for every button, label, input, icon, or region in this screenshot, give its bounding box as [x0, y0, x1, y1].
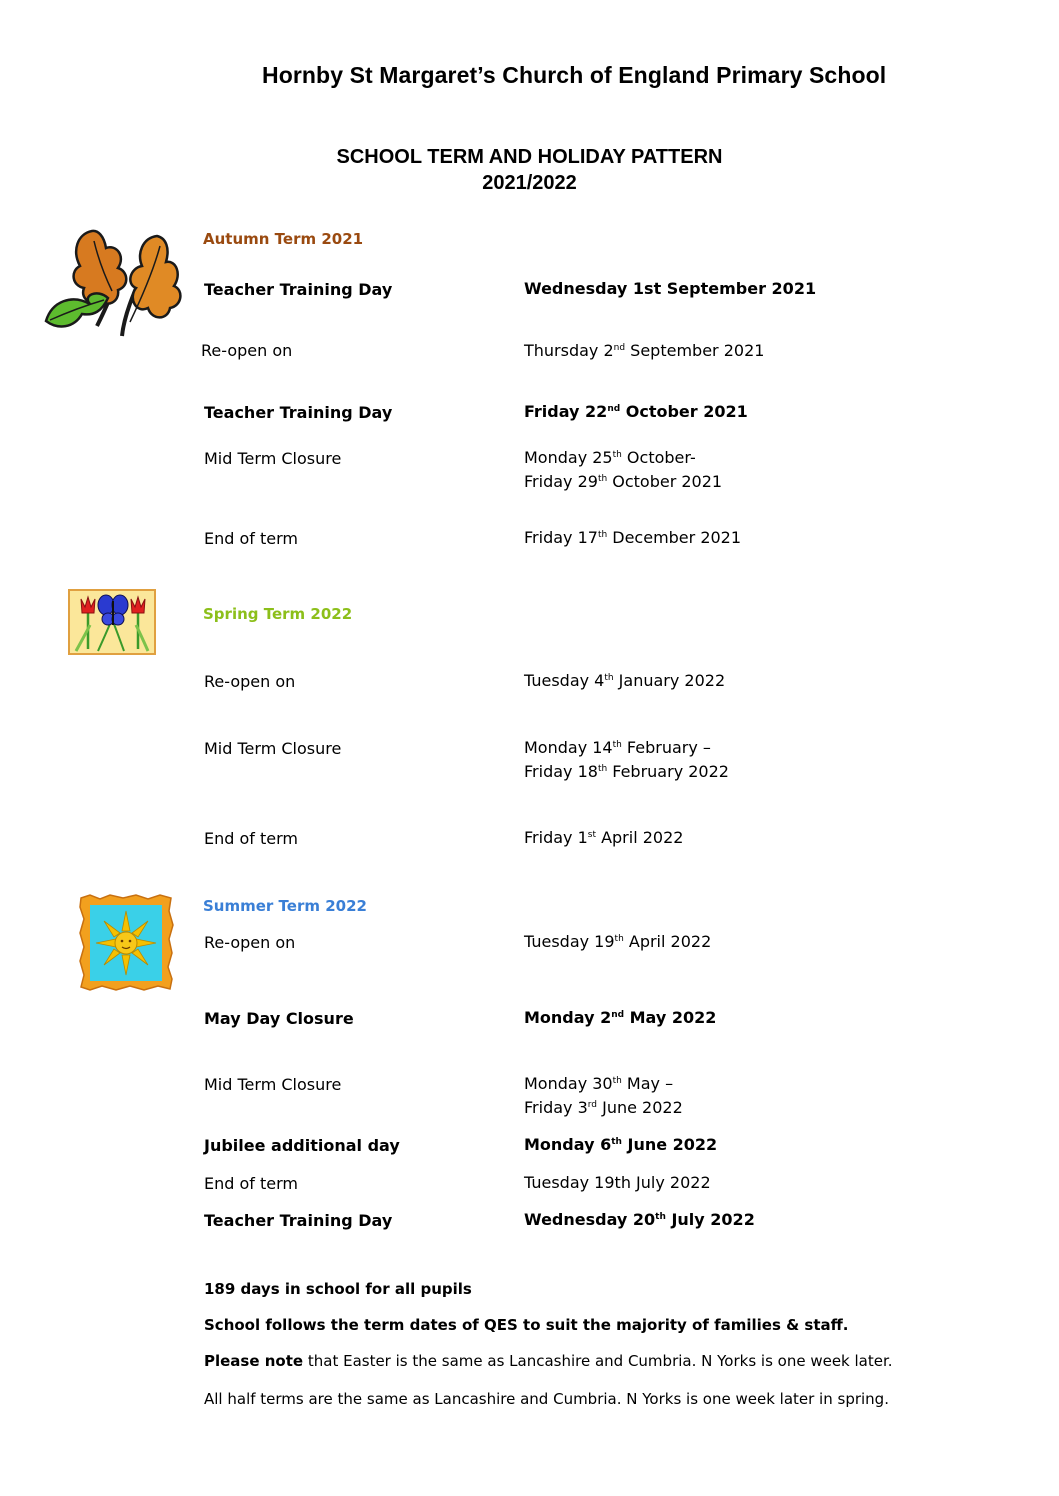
summer-end-date: Tuesday 19th July 2022 [524, 1173, 711, 1192]
autumn-training-day-2-date: Friday 22nd October 2021 [524, 402, 748, 421]
spring-term-heading: Spring Term 2022 [203, 605, 353, 623]
summer-jubilee-label: Jubilee additional day [204, 1136, 400, 1155]
autumn-end-label: End of term [204, 529, 298, 548]
autumn-term-heading: Autumn Term 2021 [203, 230, 364, 248]
spring-midterm-dates: Monday 14th February – Friday 18th February 2022 [524, 738, 729, 781]
note-days: 189 days in school for all pupils [204, 1280, 472, 1298]
spring-reopen-label: Re-open on [204, 672, 296, 691]
autumn-end-date: Friday 17th December 2021 [524, 528, 742, 547]
spring-end-label: End of term [204, 829, 298, 848]
summer-training-day-date: Wednesday 20th July 2022 [524, 1210, 755, 1229]
note-easter: Please note that Easter is the same as Lancashire and Cumbria. N Yorks is one week later. [204, 1352, 893, 1370]
autumn-leaves-icon [42, 226, 184, 344]
title-line-1: SCHOOL TERM AND HOLIDAY PATTERN [336, 146, 723, 168]
document-title [0, 144, 1059, 196]
summer-term-heading: Summer Term 2022 [203, 897, 367, 915]
summer-sun-icon [78, 893, 174, 993]
summer-mayday-date: Monday 2nd May 2022 [524, 1008, 717, 1027]
autumn-reopen-date: Thursday 2nd September 2021 [524, 341, 765, 360]
autumn-training-day-2-label: Teacher Training Day [204, 403, 393, 422]
autumn-reopen-label: Re-open on [201, 341, 293, 360]
spring-flowers-icon [68, 589, 156, 655]
summer-reopen-date: Tuesday 19th April 2022 [524, 932, 712, 951]
autumn-midterm-label: Mid Term Closure [204, 449, 342, 468]
summer-reopen-label: Re-open on [204, 933, 296, 952]
summer-training-day-label: Teacher Training Day [204, 1211, 393, 1230]
spring-reopen-date: Tuesday 4th January 2022 [524, 671, 726, 690]
summer-midterm-dates: Monday 30th May – Friday 3rd June 2022 [524, 1074, 683, 1117]
summer-mayday-label: May Day Closure [204, 1009, 354, 1028]
summer-midterm-label: Mid Term Closure [204, 1075, 342, 1094]
summer-end-label: End of term [204, 1174, 298, 1193]
title-line-2: 2021/2022 [482, 172, 577, 194]
note-qes: School follows the term dates of QES to suit the majority of families & staff. [204, 1316, 849, 1334]
autumn-midterm-dates: Monday 25th October- Friday 29th October 2021 [524, 448, 723, 491]
spring-end-date: Friday 1st April 2022 [524, 828, 684, 847]
autumn-training-day-label: Teacher Training Day [204, 280, 393, 299]
school-name: Hornby St Margaret’s Church of England Primary School [262, 62, 887, 88]
autumn-training-day-date: Wednesday 1st September 2021 [524, 279, 817, 298]
note-half-terms: All half terms are the same as Lancashire and Cumbria. N Yorks is one week later in spring. [204, 1390, 889, 1408]
spring-midterm-label: Mid Term Closure [204, 739, 342, 758]
summer-jubilee-date: Monday 6th June 2022 [524, 1135, 718, 1154]
